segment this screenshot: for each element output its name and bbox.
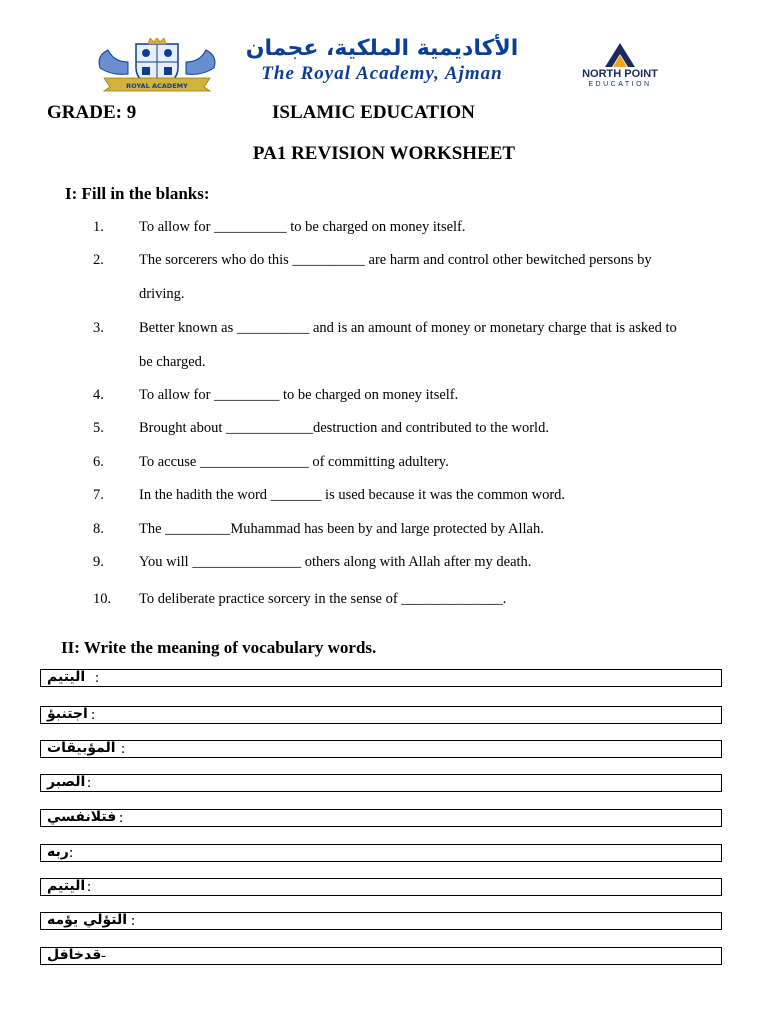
royal-academy-crest-icon xyxy=(94,38,220,92)
section-2-heading: II: Write the meaning of vocabulary words. xyxy=(61,638,377,657)
page-header xyxy=(0,36,768,98)
vocabulary-separator: : xyxy=(131,913,136,929)
question-number: 2. xyxy=(93,252,104,268)
question-text: The _________Muhammad has been by and large protected by Allah. xyxy=(139,521,544,537)
vocabulary-answer-box[interactable] xyxy=(40,878,722,896)
question-number: 5. xyxy=(93,420,104,436)
question-text: In the hadith the word _______ is used because it was the common word. xyxy=(139,487,566,503)
vocabulary-answer-box[interactable] xyxy=(40,706,722,724)
question-number: 8. xyxy=(93,521,104,537)
question-text-continued: be charged. xyxy=(139,354,206,370)
vocabulary-word: اليتيم xyxy=(47,669,86,685)
vocabulary-separator: : xyxy=(87,775,92,791)
north-point-logo xyxy=(566,42,674,90)
north-point-mountain-icon xyxy=(604,42,636,68)
vocabulary-separator: - xyxy=(101,948,106,964)
vocabulary-answer-box[interactable] xyxy=(40,774,722,792)
question-text: Brought about ____________destruction and contributed to the world. xyxy=(139,420,549,436)
vocabulary-separator: : xyxy=(87,879,92,895)
vocabulary-separator: : xyxy=(95,670,100,686)
question-number: 6. xyxy=(93,454,104,470)
partner-name: NORTH POINT xyxy=(582,68,658,80)
question-number: 3. xyxy=(93,320,104,336)
school-name-english: The Royal Academy, Ajman xyxy=(261,63,503,84)
vocabulary-answer-box[interactable] xyxy=(40,669,722,687)
vocabulary-answer-box[interactable] xyxy=(40,844,722,862)
partner-subtitle: EDUCATION xyxy=(588,81,652,88)
question-text: Better known as __________ and is an amount of money or monetary charge that is asked to xyxy=(139,320,677,336)
vocabulary-answer-box[interactable] xyxy=(40,809,722,827)
vocabulary-separator: : xyxy=(119,810,124,826)
question-number: 9. xyxy=(93,554,104,570)
question-number: 10. xyxy=(93,591,112,607)
question-text: You will _______________ others along with Allah after my death. xyxy=(139,554,532,570)
question-text: To accuse _______________ of committing adultery. xyxy=(139,454,449,470)
vocabulary-answer-box[interactable] xyxy=(40,947,722,965)
question-text: The sorcerers who do this __________ are harm and control other bewitched persons by xyxy=(139,252,652,268)
vocabulary-word: اليتيم xyxy=(47,878,86,894)
vocabulary-separator: : xyxy=(69,845,74,861)
vocabulary-word: فتلانفسي xyxy=(47,809,117,825)
vocabulary-word: قدخافل xyxy=(47,947,102,963)
subject-title: ISLAMIC EDUCATION xyxy=(272,102,475,123)
section-1-heading: I: Fill in the blanks: xyxy=(65,184,210,203)
question-text-continued: driving. xyxy=(139,286,185,302)
question-text: To deliberate practice sorcery in the sense of ______________. xyxy=(139,591,507,607)
question-number: 4. xyxy=(93,387,104,403)
vocabulary-word: الصبر xyxy=(47,774,86,790)
crest-banner-text: ROYAL ACADEMY xyxy=(126,82,188,90)
grade-label: GRADE: 9 xyxy=(47,102,137,123)
vocabulary-separator: : xyxy=(91,707,96,723)
vocabulary-answer-box[interactable] xyxy=(40,912,722,930)
question-text: To allow for _________ to be charged on money itself. xyxy=(139,387,459,403)
question-number: 1. xyxy=(93,219,104,235)
question-number: 7. xyxy=(93,487,104,503)
vocabulary-word: ربه xyxy=(47,844,69,860)
vocabulary-separator: : xyxy=(121,741,126,757)
vocabulary-word: المؤبيقات xyxy=(47,740,116,756)
school-name-arabic: الأكاديمية الملكية، عجمان xyxy=(245,36,519,61)
vocabulary-word: اجتنبؤ xyxy=(47,706,88,722)
question-text: To allow for __________ to be charged on money itself. xyxy=(139,219,466,235)
worksheet-title: PA1 REVISION WORKSHEET xyxy=(252,143,516,164)
vocabulary-word: التؤلي يؤمه xyxy=(47,912,128,928)
vocabulary-answer-box[interactable] xyxy=(40,740,722,758)
